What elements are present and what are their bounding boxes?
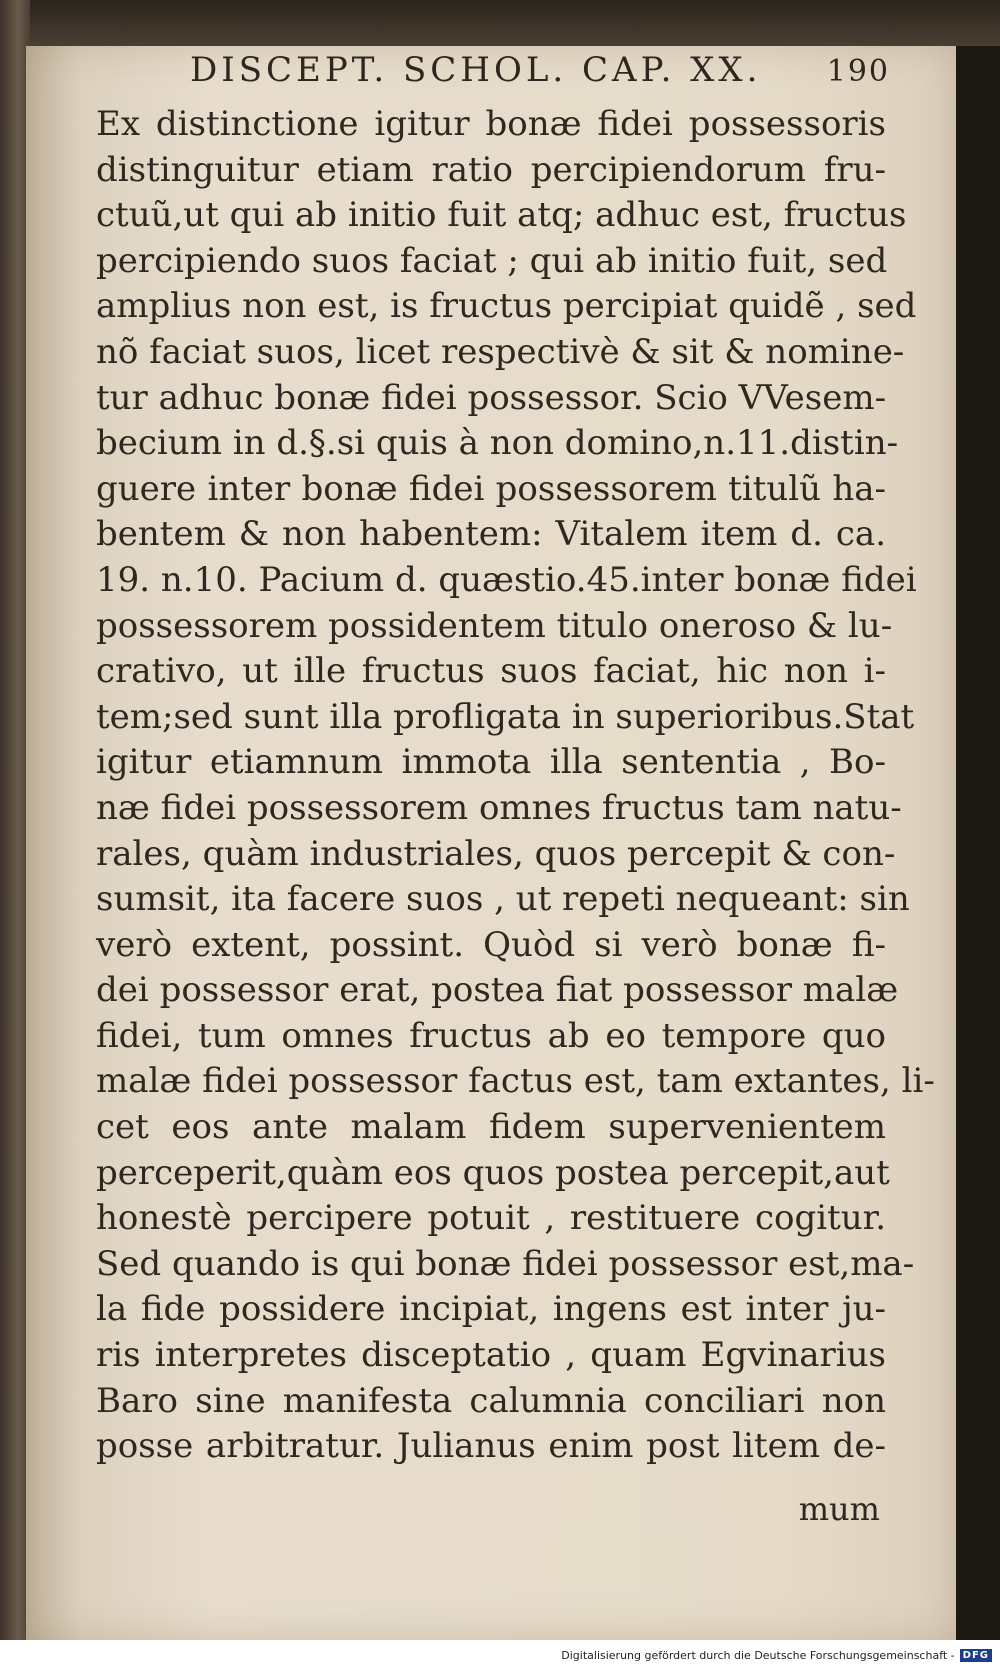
page-number: 190 bbox=[826, 54, 890, 89]
text-line: perceperit,quàm eos quos postea percepit,aut bbox=[96, 1152, 890, 1193]
running-head-title: DISCEPT. SCHOL. CAP. XX. bbox=[190, 50, 762, 90]
text-line: verò extent, possint. Quòd si verò bonæ fi- bbox=[96, 924, 886, 965]
running-head bbox=[190, 50, 890, 90]
text-line: amplius non est, is fructus percipiat quidẽ , sed bbox=[96, 286, 917, 327]
text-line: ctuũ,ut qui ab initio fuit atq; adhuc est, fructus bbox=[96, 195, 907, 236]
footer-credit-text: Digitalisierung gefördert durch die Deutsche Forschungsgemeinschaft - bbox=[561, 1648, 955, 1662]
text-line: bentem & non habentem: Vitalem item d. ca. bbox=[96, 514, 886, 555]
text-line: distinguitur etiam ratio percipiendorum fru- bbox=[96, 149, 886, 190]
text-line: posse arbitratur. Julianus enim post litem de- bbox=[96, 1426, 886, 1467]
text-line: tur adhuc bonæ fidei possessor. Scio VVesem- bbox=[96, 377, 887, 418]
catchword: mum bbox=[798, 1490, 880, 1528]
dfg-logo: DFG bbox=[960, 1649, 992, 1662]
scan-top-edge bbox=[0, 0, 1000, 46]
text-line: malæ fidei possessor factus est, tam extantes, li- bbox=[96, 1061, 935, 1102]
text-line: 19. n.10. Pacium d. quæstio.45.inter bonæ fidei bbox=[96, 559, 917, 600]
body-text bbox=[96, 102, 935, 1470]
text-line: Sed quando is qui bonæ fidei possessor est,ma- bbox=[96, 1243, 915, 1284]
text-line: becium in d.§.si quis à non domino,n.11.distin- bbox=[96, 423, 899, 464]
text-line: possessorem possidentem titulo oneroso & lu- bbox=[96, 605, 893, 646]
text-line: crativo, ut ille fructus suos faciat, hic non i- bbox=[96, 651, 886, 692]
text-line: dei possessor erat, postea fiat possessor malæ bbox=[96, 970, 899, 1011]
text-line: næ fidei possessorem omnes fructus tam natu- bbox=[96, 787, 902, 828]
text-line: igitur etiamnum immota illa sententia , Bo- bbox=[96, 742, 886, 783]
text-line: nõ faciat suos, licet respectivè & sit & nomine- bbox=[96, 331, 905, 372]
text-line: fidei, tum omnes fructus ab eo tempore quo bbox=[96, 1015, 886, 1056]
text-line: rales, quàm industriales, quos percepit & con- bbox=[96, 833, 896, 874]
text-line: cet eos ante malam fidem supervenientem bbox=[96, 1107, 886, 1148]
text-line: ris interpretes disceptatio , quam Egvinarius bbox=[96, 1335, 886, 1376]
text-line: guere inter bonæ fidei possessorem titulũ ha- bbox=[96, 468, 886, 509]
text-line: Baro sine manifesta calumnia conciliari non bbox=[96, 1380, 886, 1421]
footer-bar bbox=[0, 1640, 1000, 1670]
text-line: honestè percipere potuit , restituere cogitur. bbox=[96, 1198, 886, 1239]
text-line: percipiendo suos faciat ; qui ab initio fuit, sed bbox=[96, 240, 888, 281]
text-line: tem;sed sunt illa profligata in superioribus.Stat bbox=[96, 696, 915, 737]
text-line: la fide possidere incipiat, ingens est inter ju- bbox=[96, 1289, 886, 1330]
text-line: sumsit, ita facere suos , ut repeti nequeant: sin bbox=[96, 879, 910, 920]
text-line: Ex distinctione igitur bonæ fidei possessoris bbox=[96, 104, 886, 144]
